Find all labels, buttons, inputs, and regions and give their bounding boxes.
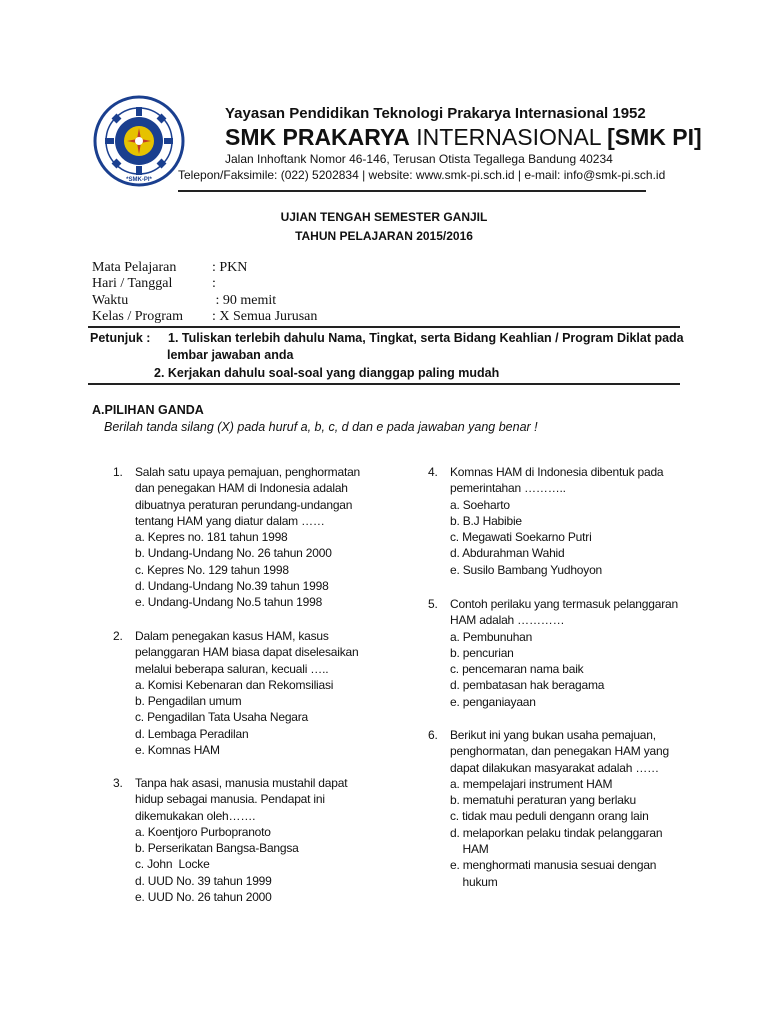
instructions-item-1-cont: lembar jawaban anda xyxy=(167,348,294,362)
answer-option: b. Perserikatan Bangsa-Bangsa xyxy=(135,841,299,856)
instructions-label: Petunjuk : xyxy=(90,331,151,345)
question-number: 1. xyxy=(113,465,123,479)
question-text: dan penegakan HAM di Indonesia adalah xyxy=(135,481,348,496)
question-number: 6. xyxy=(428,728,438,742)
answer-option: b. Undang-Undang No. 26 tahun 2000 xyxy=(135,546,332,561)
answer-option: e. penganiayaan xyxy=(450,694,536,709)
question-text: Dalam penegakan kasus HAM, kasus xyxy=(135,629,329,643)
answer-option: hukum xyxy=(450,874,498,889)
answer-option: a. Komisi Kebenaran dan Rekomsiliasi xyxy=(135,677,334,692)
instructions-item-2: 2. Kerjakan dahulu soal-soal yang dianggap paling mudah xyxy=(154,366,500,380)
meta-value-class: : X Semua Jurusan xyxy=(212,309,318,324)
meta-value-date: : xyxy=(212,276,216,291)
question-body xyxy=(135,775,347,905)
school-logo xyxy=(93,95,185,187)
meta-value-time: : 90 memit xyxy=(212,293,277,308)
exam-title: UJIAN TENGAH SEMESTER GANJIL xyxy=(280,210,488,224)
question-number: 3. xyxy=(113,776,123,790)
question-text: dibuatnya peraturan perundang-undangan xyxy=(135,497,353,512)
answer-option: e. Susilo Bambang Yudhoyon xyxy=(450,562,603,577)
answer-option: d. Lembaga Peradilan xyxy=(135,726,249,741)
question-body xyxy=(135,464,360,611)
meta-value-subject: : PKN xyxy=(212,260,248,275)
question-body xyxy=(450,727,669,890)
answer-option: e. UUD No. 26 tahun 2000 xyxy=(135,890,272,905)
question-number: 4. xyxy=(428,465,438,479)
answer-option: e. Undang-Undang No.5 tahun 1998 xyxy=(135,595,323,610)
answer-option: d. melaporkan pelaku tindak pelanggaran xyxy=(450,825,663,840)
question-text: melalui beberapa saluran, kecuali ….. xyxy=(135,661,329,676)
question-text: pemerintahan ……….. xyxy=(450,481,566,496)
question-text: Contoh perilaku yang termasuk pelanggaran xyxy=(450,597,678,611)
answer-option: HAM xyxy=(450,842,489,857)
answer-option: c. pencemaran nama baik xyxy=(450,662,584,677)
answer-option: a. Koentjoro Purbopranoto xyxy=(135,824,271,839)
question-number: 5. xyxy=(428,597,438,611)
answer-option: d. Abdurahman Wahid xyxy=(450,546,565,561)
answer-option: d. pembatasan hak beragama xyxy=(450,678,605,693)
question-number: 2. xyxy=(113,629,123,643)
answer-option: e. Komnas HAM xyxy=(135,743,220,758)
instructions-bottom-rule xyxy=(88,383,680,385)
school-name xyxy=(225,124,702,151)
question-text: HAM adalah ………… xyxy=(450,613,565,628)
answer-option: d. UUD No. 39 tahun 1999 xyxy=(135,873,272,888)
answer-option: a. Pembunuhan xyxy=(450,629,533,644)
answer-option: c. tidak mau peduli dengann orang lain xyxy=(450,809,649,824)
meta-label-subject: Mata Pelajaran xyxy=(92,260,177,275)
answer-option: b. Pengadilan umum xyxy=(135,694,242,709)
answer-option: b. pencurian xyxy=(450,645,514,660)
foundation-name: Yayasan Pendidikan Teknologi Prakarya Internasional 1952 xyxy=(225,105,646,122)
school-contact: Telepon/Faksimile: (022) 5202834 | website: www.smk-pi.sch.id | e-mail: info@smk-pi.sch.id xyxy=(178,168,666,182)
section-title: A.PILIHAN GANDA xyxy=(92,403,204,417)
question-text: penghormatan, dan penegakan HAM yang xyxy=(450,744,669,759)
question-body xyxy=(450,464,663,578)
question-text: Tanpa hak asasi, manusia mustahil dapat xyxy=(135,776,348,790)
school-name-bold-1: SMK PRAKARYA xyxy=(225,124,410,150)
answer-option: b. B.J Habibie xyxy=(450,513,522,528)
question-text: Komnas HAM di Indonesia dibentuk pada xyxy=(450,465,664,479)
question-text: dapat dilakukan masyarakat adalah …… xyxy=(450,760,659,775)
school-name-regular: INTERNASIONAL xyxy=(409,124,608,150)
answer-option: a. Soeharto xyxy=(450,497,510,512)
answer-option: a. Kepres no. 181 tahun 1998 xyxy=(135,530,288,545)
answer-option: c. John Locke xyxy=(135,857,210,872)
section-instruction: Berilah tanda silang (X) pada huruf a, b, c, d dan e pada jawaban yang benar ! xyxy=(104,420,538,434)
meta-label-date: Hari / Tanggal xyxy=(92,276,173,291)
answer-option: b. mematuhi peraturan yang berlaku xyxy=(450,793,636,808)
question-text: tentang HAM yang diatur dalam …… xyxy=(135,513,325,528)
answer-option: c. Megawati Soekarno Putri xyxy=(450,530,592,545)
answer-option: d. Undang-Undang No.39 tahun 1998 xyxy=(135,579,329,594)
svg-text:*SMK-PI*: *SMK-PI* xyxy=(126,177,152,183)
meta-label-time: Waktu xyxy=(92,293,129,308)
answer-option: a. mempelajari instrument HAM xyxy=(450,776,613,791)
question-body xyxy=(450,596,678,710)
instructions-item-1: 1. Tuliskan terlebih dahulu Nama, Tingkat, serta Bidang Keahlian / Program Diklat pada xyxy=(168,331,684,345)
question-text: pelanggaran HAM biasa dapat diselesaikan xyxy=(135,645,359,660)
exam-year: TAHUN PELAJARAN 2015/2016 xyxy=(295,229,473,243)
question-text: hidup sebagai manusia. Pendapat ini xyxy=(135,792,325,807)
question-text: Berikut ini yang bukan usaha pemajuan, xyxy=(450,728,656,742)
question-body xyxy=(135,628,359,758)
instructions-top-rule xyxy=(88,326,680,328)
meta-label-class: Kelas / Program xyxy=(92,309,183,324)
answer-option: c. Pengadilan Tata Usaha Negara xyxy=(135,710,309,725)
answer-option: e. menghormati manusia sesuai dengan xyxy=(450,858,657,873)
letterhead-rule xyxy=(178,190,646,192)
question-text: dikemukakan oleh……. xyxy=(135,808,256,823)
school-address: Jalan Inhoftank Nomor 46-146, Terusan Otista Tegallega Bandung 40234 xyxy=(225,152,613,166)
question-text: Salah satu upaya pemajuan, penghormatan xyxy=(135,465,361,479)
school-name-bold-2: [SMK PI] xyxy=(607,124,702,150)
answer-option: c. Kepres No. 129 tahun 1998 xyxy=(135,562,289,577)
